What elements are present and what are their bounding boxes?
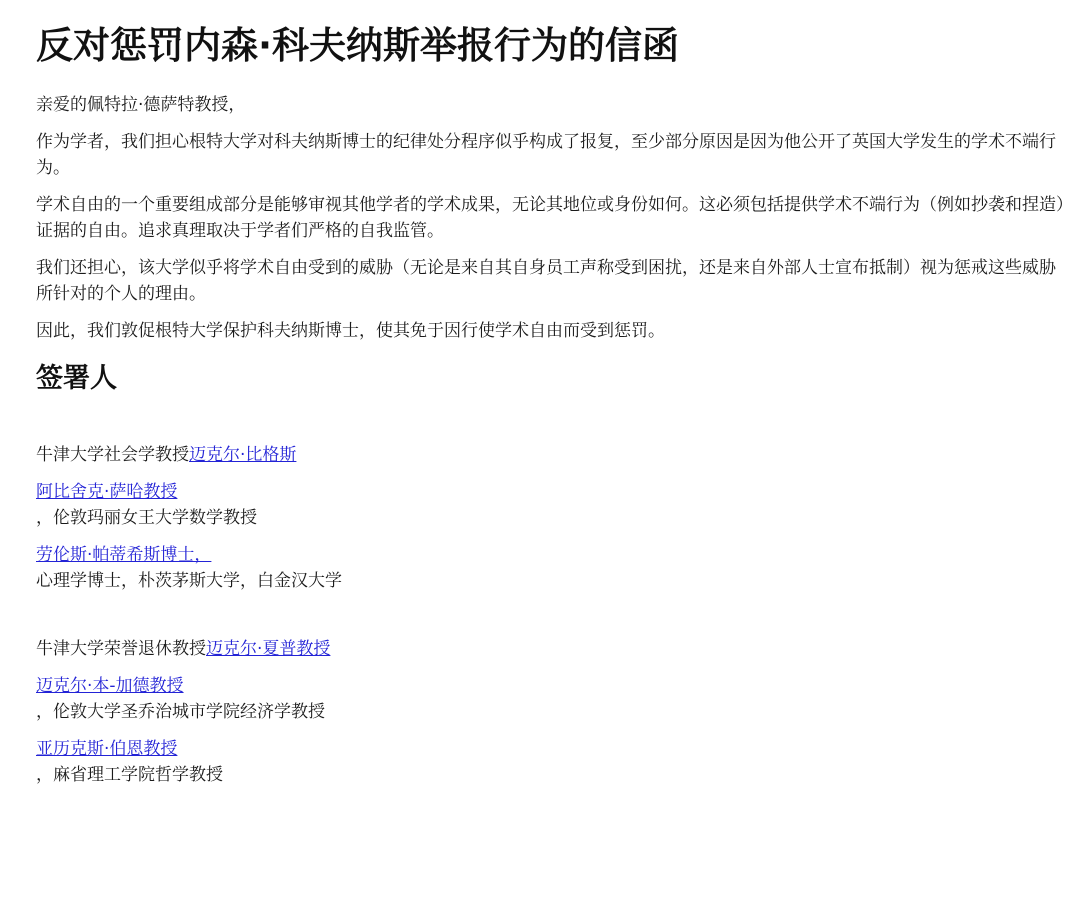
signatory-entry [36, 736, 1066, 788]
signatory-entry [36, 542, 1066, 594]
signatory-affiliation: 心理学博士，朴茨茅斯大学，白金汉大学 [36, 571, 342, 591]
signatory-affiliation: 牛津大学社会学教授 [36, 445, 189, 465]
signatory-entry [36, 673, 1066, 725]
salutation: 亲爱的佩特拉·德萨特教授， [36, 95, 246, 115]
signatory-name-link[interactable]: 劳伦斯·帕蒂希斯博士， [36, 545, 212, 565]
signatory-affiliation: ，伦敦大学圣乔治城市学院经济学教授 [36, 702, 325, 722]
signatory-name-link[interactable]: 阿比舍克·萨哈教授 [36, 482, 178, 502]
page-title: 反对惩罚内森·科夫纳斯举报行为的信函 [36, 24, 680, 67]
signatories-list [36, 442, 1066, 788]
signatory-entry [36, 479, 1066, 531]
signatory-affiliation: ，麻省理工学院哲学教授 [36, 765, 223, 785]
signatory-name-link[interactable]: 亚历克斯·伯恩教授 [36, 739, 178, 759]
signatory-affiliation: ，伦敦玛丽女王大学数学教授 [36, 508, 257, 528]
signatory-name-link[interactable]: 迈克尔·本-加德教授 [36, 676, 184, 696]
body-paragraph-4: 因此，我们敦促根特大学保护科夫纳斯博士，使其免于因行使学术自由而受到惩罚。 [36, 321, 665, 341]
signatory-affiliation: 牛津大学荣誉退休教授 [36, 639, 206, 659]
signatory-entry [36, 442, 1066, 468]
signatory-name-link[interactable]: 迈克尔·比格斯 [189, 445, 297, 465]
body-paragraph-1: 作为学者，我们担心根特大学对科夫纳斯博士的纪律处分程序似乎构成了报复，至少部分原因是因为他公开了英国大学发生的学术不端行为。 [36, 132, 1056, 178]
signatory-entry [36, 636, 1066, 662]
signatory-name-link[interactable]: 迈克尔·夏普教授 [206, 639, 331, 659]
signatories-heading: 签署人 [36, 363, 117, 394]
body-paragraph-2: 学术自由的一个重要组成部分是能够审视其他学者的学术成果，无论其地位或身份如何。这必须包括提供学术不端行为（例如抄袭和捏造）证据的自由。追求真理取决于学者们严格的自我监管。 [36, 195, 1065, 241]
body-paragraph-3: 我们还担心，该大学似乎将学术自由受到的威胁（无论是来自其自身员工声称受到困扰，还是来自外部人士宣布抵制）视为惩戒这些威胁所针对的个人的理由。 [36, 258, 1056, 304]
